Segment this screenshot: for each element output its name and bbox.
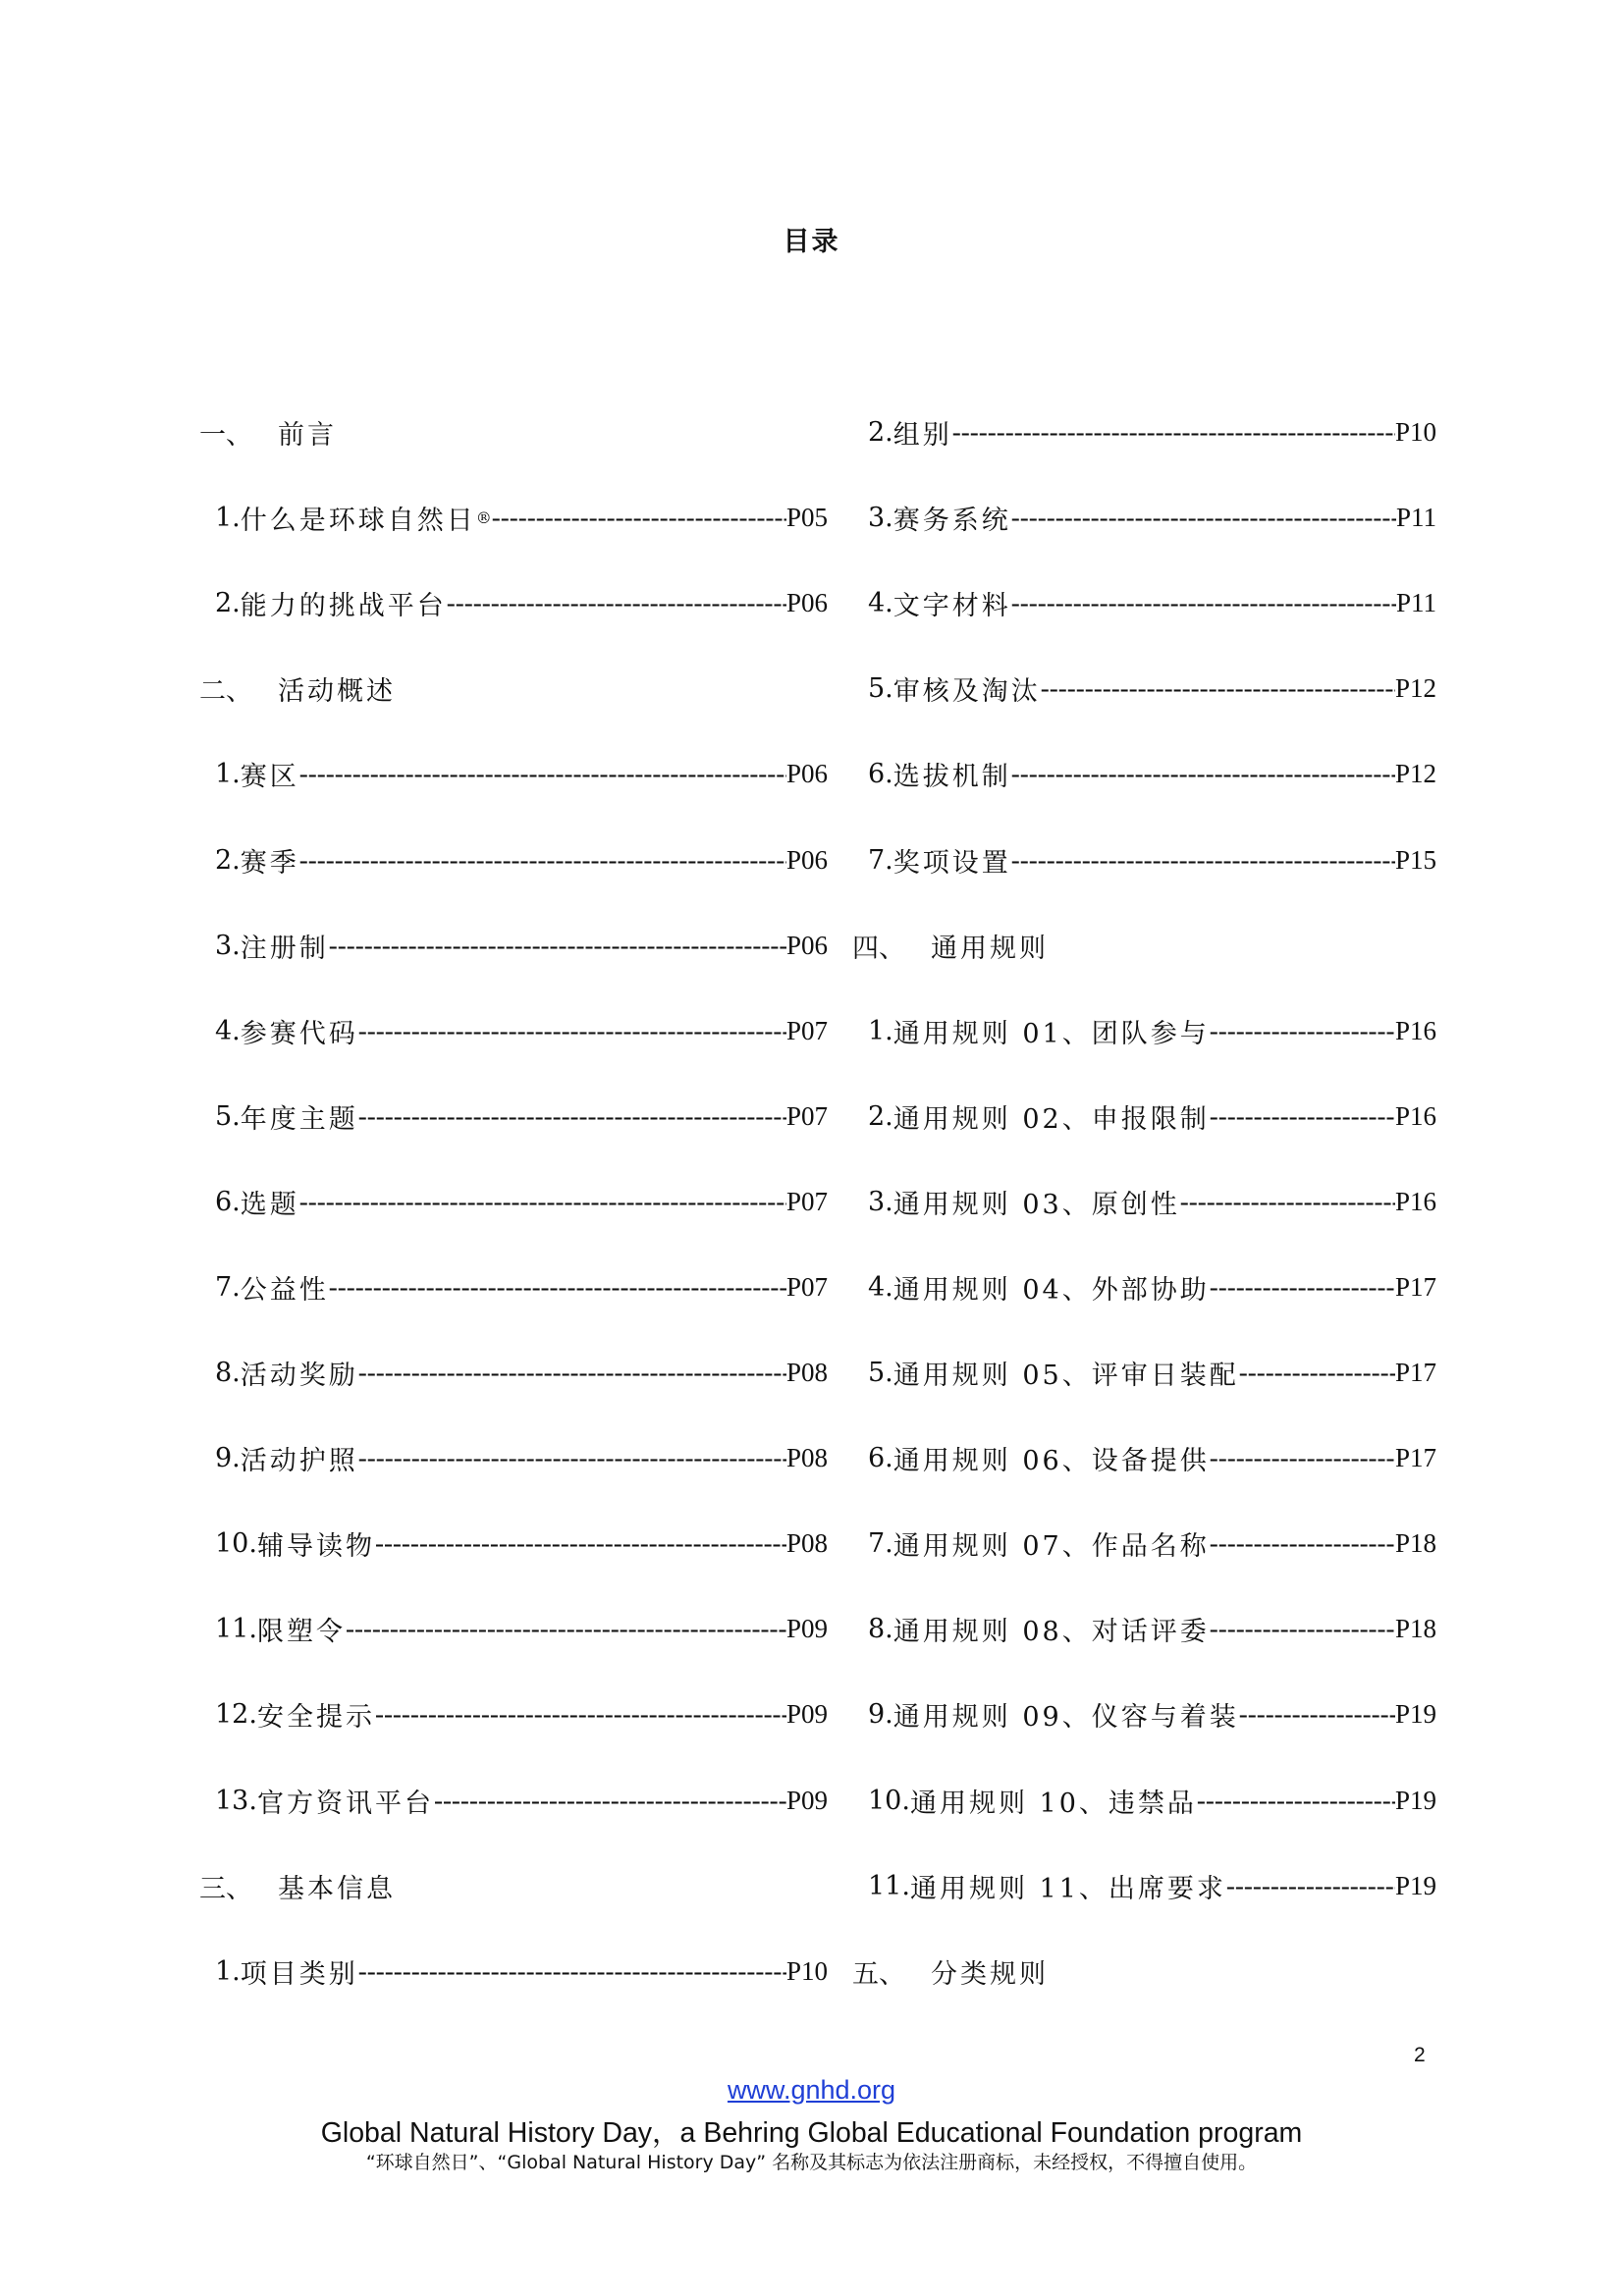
toc-number: 2. — [868, 1100, 893, 1132]
toc-entry[interactable] — [852, 1245, 1436, 1330]
toc-number: 3. — [868, 503, 893, 534]
toc-label: 通用规则 — [931, 933, 1049, 964]
toc-dash-leader — [1210, 1528, 1395, 1559]
toc-number: 6. — [868, 759, 893, 790]
toc-entry[interactable] — [199, 1672, 828, 1757]
toc-dash-leader — [1011, 588, 1396, 618]
toc-label: 通用规则 08、对话评委 — [893, 1617, 1210, 1648]
toc-entry[interactable] — [852, 1074, 1436, 1159]
toc-number: 13. — [215, 1785, 257, 1816]
toc-number: 4. — [868, 1271, 893, 1303]
toc-page-ref: P09 — [785, 1785, 828, 1815]
toc-page-ref: P08 — [785, 1443, 828, 1473]
toc-page-ref: P10 — [1394, 417, 1436, 448]
toc-entry[interactable] — [199, 561, 828, 646]
toc-dash-leader — [358, 1358, 786, 1388]
toc-dash-leader — [1180, 1187, 1395, 1217]
toc-entry[interactable] — [852, 1586, 1436, 1672]
toc-section-heading — [199, 1843, 828, 1929]
toc-number: 1. — [215, 759, 241, 790]
toc-section-heading — [199, 390, 828, 475]
toc-number: 6. — [215, 1186, 241, 1217]
toc-label: 年度主题 — [240, 1103, 358, 1135]
toc-number: 2. — [868, 417, 893, 449]
toc-entry[interactable] — [852, 1672, 1436, 1757]
toc-label: 基本信息 — [278, 1873, 396, 1904]
toc-number: 四、 — [852, 933, 905, 964]
toc-label: 活动奖励 — [240, 1361, 358, 1392]
toc-entry[interactable] — [852, 1501, 1436, 1586]
toc-label: 注册制 — [240, 933, 329, 964]
toc-page-ref: P15 — [1394, 844, 1436, 875]
toc-label: 活动概述 — [278, 676, 396, 708]
footer-organization: Global Natural History Day，a Behring Global Educational Foundation program — [320, 2117, 1303, 2149]
toc-page-ref: P06 — [785, 588, 828, 618]
toc-dash-leader — [358, 1016, 786, 1046]
toc-dash-leader — [358, 1101, 786, 1132]
toc-label: 活动护照 — [240, 1446, 358, 1477]
toc-dash-leader — [375, 1699, 786, 1730]
toc-entry[interactable] — [852, 1758, 1436, 1843]
page-number: 2 — [1414, 2044, 1426, 2066]
toc-label: 限塑令 — [256, 1617, 346, 1648]
toc-dash-leader — [1197, 1786, 1395, 1816]
toc-number: 三、 — [199, 1873, 252, 1904]
toc-page-ref: P06 — [785, 759, 828, 789]
toc-label: 赛季 — [240, 847, 299, 879]
toc-label: 通用规则 11、出席要求 — [909, 1873, 1226, 1904]
toc-number: 4. — [868, 588, 893, 619]
toc-entry[interactable] — [199, 1758, 828, 1843]
toc-page-ref: P09 — [785, 1614, 828, 1644]
toc-page-ref: P16 — [1394, 1186, 1436, 1216]
toc-number: 4. — [215, 1015, 241, 1046]
toc-page-ref: P07 — [785, 1186, 828, 1216]
toc-number: 二、 — [199, 676, 252, 708]
toc-number: 5. — [868, 1358, 893, 1389]
toc-number: 7. — [868, 844, 893, 876]
toc-page-ref: P11 — [1395, 588, 1436, 618]
toc-entry[interactable] — [199, 475, 828, 561]
toc-page-ref: P18 — [1394, 1528, 1436, 1559]
toc-number: 1. — [215, 1955, 241, 1987]
toc-number: 7. — [868, 1528, 893, 1560]
toc-page-ref: P10 — [785, 1955, 828, 1986]
toc-page-ref: P07 — [785, 1100, 828, 1131]
toc-label: 分类规则 — [931, 1958, 1049, 1990]
toc-label: 什么是环球自然日 — [240, 506, 476, 537]
toc-dash-leader — [1011, 845, 1395, 876]
toc-number: 9. — [215, 1443, 241, 1474]
toc-number: 5. — [868, 673, 893, 705]
toc-label: 前言 — [278, 420, 337, 452]
toc-label: 文字材料 — [893, 591, 1011, 622]
toc-entry[interactable] — [852, 561, 1436, 646]
toc-dash-leader — [329, 931, 786, 961]
toc-label: 安全提示 — [256, 1702, 375, 1734]
toc-dash-leader — [1210, 1016, 1395, 1046]
toc-label: 能力的挑战平台 — [240, 591, 447, 622]
toc-left-column — [199, 390, 828, 2014]
toc-page-ref: P19 — [1394, 1699, 1436, 1730]
toc-label: 奖项设置 — [893, 847, 1011, 879]
toc-label: 通用规则 06、设备提供 — [893, 1446, 1210, 1477]
toc-dash-leader — [1210, 1272, 1395, 1303]
toc-number: 12. — [215, 1699, 257, 1731]
toc-dash-leader — [299, 1187, 786, 1217]
toc-entry[interactable] — [852, 817, 1436, 902]
toc-entry[interactable] — [852, 731, 1436, 817]
toc-dash-leader — [375, 1528, 786, 1559]
toc-dash-leader — [1210, 1614, 1395, 1644]
toc-number: 2. — [215, 844, 241, 876]
toc-number: 五、 — [852, 1958, 905, 1990]
toc-page-ref: P17 — [1394, 1358, 1436, 1388]
toc-number: 1. — [215, 503, 241, 534]
toc-page-ref: P16 — [1394, 1015, 1436, 1045]
toc-number: 8. — [868, 1614, 893, 1645]
toc-dash-leader — [1239, 1699, 1395, 1730]
toc-label: 赛区 — [240, 762, 299, 793]
toc-label: 通用规则 05、评审日装配 — [893, 1361, 1239, 1392]
toc-entry[interactable] — [852, 1843, 1436, 1929]
toc-page-ref: P09 — [785, 1699, 828, 1730]
toc-entry[interactable] — [199, 903, 828, 988]
toc-dash-leader — [1011, 503, 1396, 533]
toc-page-ref: P06 — [785, 844, 828, 875]
toc-label: 官方资讯平台 — [256, 1788, 434, 1819]
toc-page-ref: P08 — [785, 1528, 828, 1559]
toc-label: 通用规则 01、团队参与 — [893, 1018, 1210, 1049]
toc-page-ref: P11 — [1395, 503, 1436, 533]
toc-entry[interactable] — [199, 1159, 828, 1245]
toc-number: 10. — [868, 1785, 910, 1816]
toc-label: 辅导读物 — [256, 1531, 375, 1563]
toc-entry[interactable] — [199, 1501, 828, 1586]
toc-entry[interactable] — [199, 1245, 828, 1330]
toc-label: 选拔机制 — [893, 762, 1011, 793]
toc-page-ref: P16 — [1394, 1100, 1436, 1131]
page-title: 目录 — [783, 227, 840, 257]
registered-mark: ® — [475, 508, 492, 528]
toc-page-ref: P07 — [785, 1015, 828, 1045]
toc-label: 通用规则 07、作品名称 — [893, 1531, 1210, 1563]
toc-entry[interactable] — [199, 817, 828, 902]
toc-label: 审核及淘汰 — [893, 676, 1041, 708]
toc-section-heading — [852, 1929, 1436, 2014]
toc-dash-leader — [346, 1614, 786, 1644]
toc-entry[interactable] — [852, 988, 1436, 1074]
toc-entry[interactable] — [199, 1415, 828, 1501]
footer-url-link[interactable]: www.gnhd.org — [727, 2075, 896, 2105]
toc-page-ref: P17 — [1394, 1271, 1436, 1302]
toc-number: 9. — [868, 1699, 893, 1731]
toc-label: 参赛代码 — [240, 1018, 358, 1049]
toc-dash-leader — [1041, 673, 1395, 704]
toc-label: 通用规则 02、申报限制 — [893, 1103, 1210, 1135]
toc-dash-leader — [1239, 1358, 1395, 1388]
toc-entry[interactable] — [852, 1415, 1436, 1501]
toc-page-ref: P18 — [1394, 1614, 1436, 1644]
toc-number: 1. — [868, 1015, 893, 1046]
toc-page-ref: P19 — [1394, 1785, 1436, 1815]
toc-entry[interactable] — [852, 475, 1436, 561]
toc-label: 通用规则 09、仪容与着装 — [893, 1702, 1239, 1734]
toc-number: 6. — [868, 1443, 893, 1474]
toc-page-ref: P08 — [785, 1358, 828, 1388]
toc-number: 2. — [215, 588, 241, 619]
toc-number: 一、 — [199, 420, 252, 452]
toc-label: 选题 — [240, 1189, 299, 1220]
toc-dash-leader — [492, 503, 786, 533]
toc-dash-leader — [299, 845, 786, 876]
toc-page-ref: P19 — [1394, 1870, 1436, 1900]
toc-label: 通用规则 04、外部协助 — [893, 1274, 1210, 1306]
toc-dash-leader — [952, 417, 1395, 448]
toc-right-column — [852, 390, 1436, 2014]
toc-section-heading — [199, 646, 828, 731]
toc-entry[interactable] — [852, 646, 1436, 731]
toc-label: 组别 — [893, 420, 952, 452]
toc-page-ref: P06 — [785, 930, 828, 960]
toc-number: 3. — [215, 930, 241, 961]
toc-page-ref: P17 — [1394, 1443, 1436, 1473]
toc-section-heading — [852, 903, 1436, 988]
toc-dash-leader — [358, 1443, 786, 1473]
toc-dash-leader — [1210, 1443, 1395, 1473]
toc-dash-leader — [358, 1956, 786, 1987]
toc-label: 赛务系统 — [893, 506, 1011, 537]
toc-number: 5. — [215, 1100, 241, 1132]
toc-dash-leader — [1210, 1101, 1395, 1132]
toc-dash-leader — [299, 759, 786, 789]
toc-label: 通用规则 03、原创性 — [893, 1189, 1180, 1220]
toc-entry[interactable] — [199, 1330, 828, 1415]
toc-number: 10. — [215, 1528, 257, 1560]
toc-number: 11. — [215, 1614, 257, 1645]
toc-label: 通用规则 10、违禁品 — [909, 1788, 1197, 1819]
toc-page-ref: P07 — [785, 1271, 828, 1302]
toc-dash-leader — [434, 1786, 786, 1816]
toc-label: 项目类别 — [240, 1958, 358, 1990]
footer-trademark-note: “环球自然日”、“Global Natural History Day” 名称及其标志为依法注册商标，未经授权，不得擅自使用。 — [365, 2152, 1258, 2173]
toc-entry[interactable] — [199, 1074, 828, 1159]
toc-entry[interactable] — [852, 1159, 1436, 1245]
toc-entry[interactable] — [199, 1929, 828, 2014]
toc-dash-leader — [1011, 759, 1395, 789]
toc-entry[interactable] — [199, 988, 828, 1074]
toc-entry[interactable] — [852, 1330, 1436, 1415]
toc-dash-leader — [329, 1272, 786, 1303]
toc-number: 7. — [215, 1271, 241, 1303]
toc-number: 11. — [868, 1870, 910, 1901]
toc-number: 3. — [868, 1186, 893, 1217]
toc-page-ref: P12 — [1394, 673, 1436, 704]
toc-entry[interactable] — [199, 731, 828, 817]
toc-page-ref: P12 — [1394, 759, 1436, 789]
toc-dash-leader — [447, 588, 786, 618]
toc-entry[interactable] — [199, 1586, 828, 1672]
toc-label: 公益性 — [240, 1274, 329, 1306]
toc-entry[interactable] — [852, 390, 1436, 475]
toc-number: 8. — [215, 1358, 241, 1389]
toc-page-ref: P05 — [785, 503, 828, 533]
toc-dash-leader — [1226, 1871, 1395, 1901]
